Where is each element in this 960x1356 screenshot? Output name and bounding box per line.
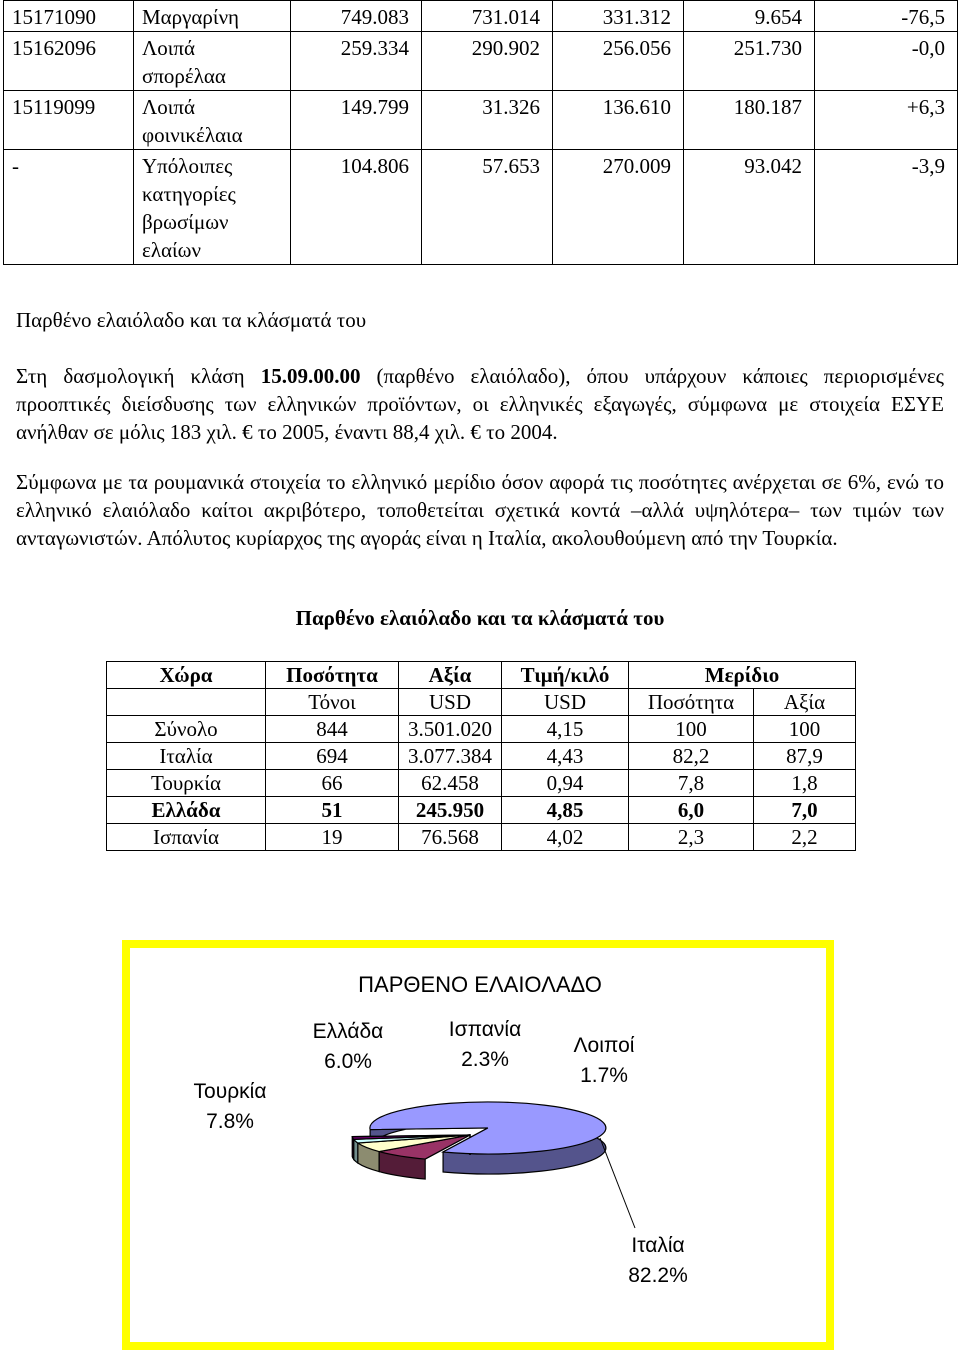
- cell-price: 4,15: [502, 716, 629, 743]
- cell-share_val: 87,9: [754, 743, 856, 770]
- section-heading: Παρθένο ελαιόλαδο και τα κλάσματά του: [16, 308, 367, 332]
- cell-v2: 57.653: [422, 150, 553, 265]
- cell-value: 76.568: [399, 824, 502, 851]
- cell-v2: 31.326: [422, 91, 553, 150]
- table-row: [4, 1, 958, 32]
- cell-v2: 731.014: [422, 1, 553, 32]
- cell-share_qty: 6,0: [629, 797, 754, 824]
- header-quantity: Ποσότητα: [266, 662, 399, 689]
- cell-v2: 290.902: [422, 32, 553, 91]
- cell-v1: 259.334: [291, 32, 422, 91]
- slice-value-label: 82.2%: [628, 1264, 688, 1287]
- cell-name: Υπόλοιπες κατηγορίες βρωσίμων ελαίων: [134, 150, 291, 265]
- units-share-quantity: Ποσότητα: [629, 689, 754, 716]
- cell-code: 15119099: [4, 91, 134, 150]
- cell-share_val: 1,8: [754, 770, 856, 797]
- imports-table: [3, 0, 958, 265]
- cell-change: -0,0: [815, 32, 958, 91]
- cell-code: -: [4, 150, 134, 265]
- paragraph-text-after: (παρθένο ελαιόλαδο), όπου υπάρχουν κάποιες περιορισμένες προοπτικές διείσδυσης των ελληνικών προϊόντων, οι ελληνικές εξαγωγές, σύμφωνα με στοιχεία ΕΣΥΕ ανήλθαν σε μόλις 183 χιλ. € το 2005, έναντι 88,4 χιλ. € το 2004.: [16, 364, 944, 444]
- cell-name: Μαργαρίνη: [134, 1, 291, 32]
- cell-quantity: 844: [266, 716, 399, 743]
- cell-quantity: 66: [266, 770, 399, 797]
- label-leader-line: [600, 1138, 635, 1228]
- units-share-value: Αξία: [754, 689, 856, 716]
- slice-value-label: 1.7%: [580, 1064, 628, 1087]
- cell-share_qty: 82,2: [629, 743, 754, 770]
- cell-change: +6,3: [815, 91, 958, 150]
- units-empty: [107, 689, 266, 716]
- tariff-code: 15.09.00.00: [260, 364, 361, 388]
- cell-share_val: 100: [754, 716, 856, 743]
- table-row: [4, 150, 958, 265]
- cell-v3: 256.056: [553, 32, 684, 91]
- units-row: [107, 689, 856, 716]
- cell-v3: 270.009: [553, 150, 684, 265]
- table-row: [107, 824, 856, 851]
- slice-label: Τουρκία: [193, 1080, 267, 1103]
- cell-value: 3.501.020: [399, 716, 502, 743]
- units-price: USD: [502, 689, 629, 716]
- cell-share_qty: 7,8: [629, 770, 754, 797]
- table-row: [107, 743, 856, 770]
- cell-country: Σύνολο: [107, 716, 266, 743]
- header-value: Αξία: [399, 662, 502, 689]
- cell-change: -76,5: [815, 1, 958, 32]
- cell-name: Λοιπά φοινικέλαια: [134, 91, 291, 150]
- cell-quantity: 694: [266, 743, 399, 770]
- cell-price: 0,94: [502, 770, 629, 797]
- pie-chart-frame: [122, 940, 834, 1350]
- table-row: [4, 32, 958, 91]
- table-row: [107, 716, 856, 743]
- cell-v3: 331.312: [553, 1, 684, 32]
- paragraph-market-share: Σύμφωνα με τα ρουμανικά στοιχεία το ελληνικό μερίδιο όσον αφορά τις ποσότητες ανέρχεται σε 6%, ενώ το ελληνικό ελαιόλαδο καίτοι ακριβότερο, τοποθετείται σχετικά κοντά –αλλά υψηλότερα– των τιμών των ανταγωνιστών. Απόλυτος κυρίαρχος της αγοράς είναι η Ιταλία, ακολουθούμενη από την Τουρκία.: [16, 470, 944, 550]
- cell-price: 4,85: [502, 797, 629, 824]
- cell-v4: 9.654: [684, 1, 815, 32]
- market-share-table: [106, 661, 856, 851]
- cell-name: Λοιπά σπορέλαα: [134, 32, 291, 91]
- cell-code: 15171090: [4, 1, 134, 32]
- table-row: [4, 91, 958, 150]
- cell-country: Τουρκία: [107, 770, 266, 797]
- cell-share_val: 2,2: [754, 824, 856, 851]
- paragraph-text-before: Στη δασμολογική κλάση: [16, 364, 261, 388]
- cell-v3: 136.610: [553, 91, 684, 150]
- slice-label: Ελλάδα: [312, 1020, 384, 1043]
- cell-v1: 149.799: [291, 91, 422, 150]
- units-value: USD: [399, 689, 502, 716]
- cell-value: 3.077.384: [399, 743, 502, 770]
- slice-label: Λοιποί: [573, 1034, 635, 1057]
- cell-share_qty: 2,3: [629, 824, 754, 851]
- cell-quantity: 19: [266, 824, 399, 851]
- cell-value: 245.950: [399, 797, 502, 824]
- cell-quantity: 51: [266, 797, 399, 824]
- cell-v1: 104.806: [291, 150, 422, 265]
- cell-v4: 93.042: [684, 150, 815, 265]
- slice-label: Ιταλία: [631, 1234, 685, 1257]
- table-row: [107, 797, 856, 824]
- slice-value-label: 7.8%: [206, 1110, 254, 1133]
- cell-change: -3,9: [815, 150, 958, 265]
- slice-value-label: 2.3%: [461, 1048, 509, 1071]
- pie-chart: [130, 948, 826, 1342]
- cell-country: Ιταλία: [107, 743, 266, 770]
- table-row: [107, 770, 856, 797]
- cell-share_val: 7,0: [754, 797, 856, 824]
- chart-title: ΠΑΡΘΕΝΟ ΕΛΑΙΟΛΑΔΟ: [358, 972, 602, 997]
- table-title: Παρθένο ελαιόλαδο και τα κλάσματά του: [295, 606, 665, 630]
- cell-country: Ελλάδα: [107, 797, 266, 824]
- paragraph-exports: [16, 362, 944, 446]
- cell-code: 15162096: [4, 32, 134, 91]
- cell-share_qty: 100: [629, 716, 754, 743]
- slice-value-label: 6.0%: [324, 1050, 372, 1073]
- cell-value: 62.458: [399, 770, 502, 797]
- cell-v1: 749.083: [291, 1, 422, 32]
- header-price: Τιμή/κιλό: [502, 662, 629, 689]
- cell-price: 4,02: [502, 824, 629, 851]
- header-country: Χώρα: [107, 662, 266, 689]
- header-row: [107, 662, 856, 689]
- cell-price: 4,43: [502, 743, 629, 770]
- slice-label: Ισπανία: [448, 1018, 522, 1041]
- cell-country: Ισπανία: [107, 824, 266, 851]
- units-quantity: Τόνοι: [266, 689, 399, 716]
- cell-v4: 251.730: [684, 32, 815, 91]
- cell-v4: 180.187: [684, 91, 815, 150]
- header-share: Μερίδιο: [629, 662, 856, 689]
